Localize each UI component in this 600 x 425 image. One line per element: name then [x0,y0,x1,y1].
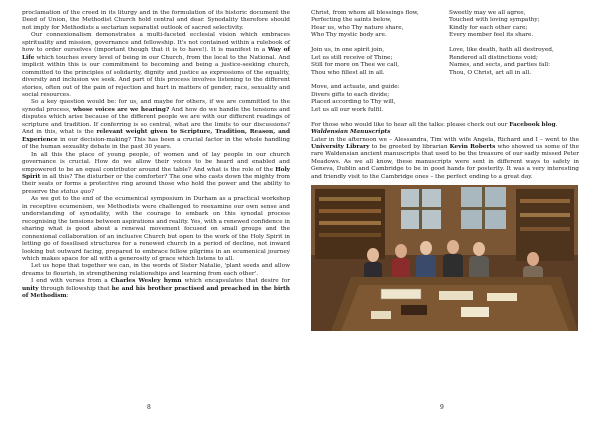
text-run: Way of Life [22,47,290,61]
text-run: which touches every level of being in our Church, from the local to the National. And implicit within this is our commitment to becoming and being a justice-seeking church, committed to the principles of solidarity, dignity and justice as expressions of the equality, diversity and inclusion we seek. And part of this process involves listening to the different stories, often out of the pain of rejection and hurt in matters of gender, race, sexuality and social resources. [22,54,290,98]
text-run: University Library [311,143,370,150]
text-run: For those who would like to hear all the talks: please check out our [311,121,510,128]
section-title: Waldensian Manuscripts [311,129,391,136]
section-paragraph [311,137,579,182]
body-paragraph: proclamation of the creed in its liturgy and in the formulation of its historic document the Deed of Union, the Methodist Church hold central and dear. Synodality therefore should not imply for Methodists a sectarian separatist outlook of sacred selectivity. [22,10,290,31]
text-run: : [66,293,69,300]
hymn-line: Touched with loving sympathy; [449,17,540,24]
talks-note [311,122,579,129]
hymn-line: Christ, from whom all blessings flow, [311,10,419,16]
left-page [22,10,290,410]
text-run: unity [22,285,39,292]
hymn-line: Rendered all distinctions void; [449,54,538,61]
left-page-text [22,10,290,301]
body-paragraph: As we got to the end of the ecumenical symposium in Durham as a practical workshop in receptive ecumenism, we Methodists were challenged to reexamine our own sense and understanding of synodality, with the courage to embark on this synodal process recognising the tensions between aspirations and reality. Yes, with a renewed confidence in sharing what is good about a renewal movement focused on small groups and the connexional collaboration of an inclusive Church but open to the work of the Holy Spirit in letting go of fossilised structures for a renewed church in a period of decline, not inward looking but outward facing, prepared to embrace fellow pilgrims in an ecumenical journey which makes space for all with a generosity of grace which listens to all. [22,196,290,262]
library-group-photo [311,185,578,331]
text-run: ? [91,188,95,195]
text-run: And how do we handle the tensions and disputes which arise because of the different people we are with our different readings of scripture and tradition. If conferring is so central, what are the limits to our discussions? And in this, what is the [22,106,290,136]
hymn-verses [311,10,579,122]
hymn-line: Every member feel its share. [449,32,534,39]
page-number-left: 8 [147,404,151,411]
hymn-stanza [449,47,577,77]
page-number-right: 9 [440,404,444,411]
hymn-line: Love, like death, hath all destroyed, [449,47,554,54]
hymn-line: Thou, O Christ, art all in all. [449,69,532,76]
body-paragraph [22,32,290,99]
text-run: Kevin Roberts [449,143,496,150]
hymn-stanza [449,10,577,40]
hymn-line: Let us all our work fulfil. [311,106,384,113]
hymn-line: Names, and sects, and parties fall: [449,62,551,69]
text-run: in all this? The disturber or the comforter? The one who casts down the mighty from their seats or forms a protective ring around those who hold the power and the ability to preserve the [22,173,290,195]
text-run: Charles Wesley hymn [110,278,182,285]
text-run: in our decision-making? This has been a crucial factor in the whole handling of the human sexuality debate in the past 30 years. [22,136,290,151]
text-run: In all this the place of young people, of women and of lay people in our church governance is crucial. How do we allow their voices to be heard and enabled and empowered to be an equal contributor around the table? And what is the role of the [22,151,290,173]
hymn-stanza [311,84,439,114]
text-run: which encapsulates that desire for [181,278,290,285]
hymn-line: Placed according to Thy will, [311,99,396,106]
hymn-line: Let us still receive of Thine; [311,54,393,61]
text-run: whose voices are we hearing? [72,106,170,113]
text-run: . [555,121,558,128]
text-run: Later in the afternoon we – Alessandra, Tim with wife Angela, Richard and I – went to the [311,136,579,143]
body-paragraph: Let us hope that together we can, in the words of Sister Natalie, 'plant seeds and allow dreams to flourish, in strengthening relationships and learning from each other'. [22,263,290,277]
photo-illustration [311,185,578,331]
hymn-line: Thou who fillest all in all. [311,69,385,76]
text-run: status quo [60,188,91,195]
right-page [311,10,579,410]
text-run: to be greeted by librarian [369,143,450,150]
body-paragraph [22,152,290,197]
hymn-line: Who Thy mystic body are. [311,32,387,39]
text-run: Our connexionalism demonstrates a multi-faceted ecclesial vision which embraces spirituality and mission, governance and fellowship. It's not contained within a rulebook of how to order ourselves (important though that it is to have!). It is manifest in a [22,32,290,54]
hymn-line: Perfecting the saints below, [311,17,392,24]
hymn-line: Sweetly may we all agree, [449,10,526,16]
text-run: I end with verses from a [31,278,111,285]
hymn-line: Hear us, who Thy nature share, [311,24,404,31]
hymn-line: Divers gifts to each divide; [311,91,390,98]
text-run: who showed us some of the rare Waldensian ancient manuscripts that used to be the treasure of our sadly missed Peter Meadows. As we all know, these manuscripts were sent in different ways to safety in Geneva, Dublin and Cambridge to be in good hands for posterity. It was a very interesting and friendly visit to the Cambridge ones – the perfect ending to a great day. [311,143,580,180]
text-run: Facebook blog [509,121,556,128]
text-run: relevant weight given to Scripture, Tradition, Reason, and Experience [22,129,290,143]
body-paragraph [22,99,290,151]
hymn-stanza [311,47,439,77]
text-run: So a key question would be: for us, and maybe for others, if we are committed to the synodal process, [22,99,290,113]
text-run: he and his brother practised and preached in the birth of Methodism [22,285,290,300]
text-run: through fellowship that [38,285,112,292]
hymn-line: Join us, in one spirit join, [311,47,385,54]
hymn-line: Move, and actuate, and guide: [311,84,400,91]
hymn-line: Still for more on Thee we call, [311,62,400,69]
body-paragraph [22,278,290,300]
text-run: Holy Spirit [22,166,290,180]
hymn-column-right [449,10,577,122]
hymn-stanza [311,10,439,40]
hymn-column-left [311,10,439,122]
hymn-line: Kindly for each other care; [449,24,528,31]
